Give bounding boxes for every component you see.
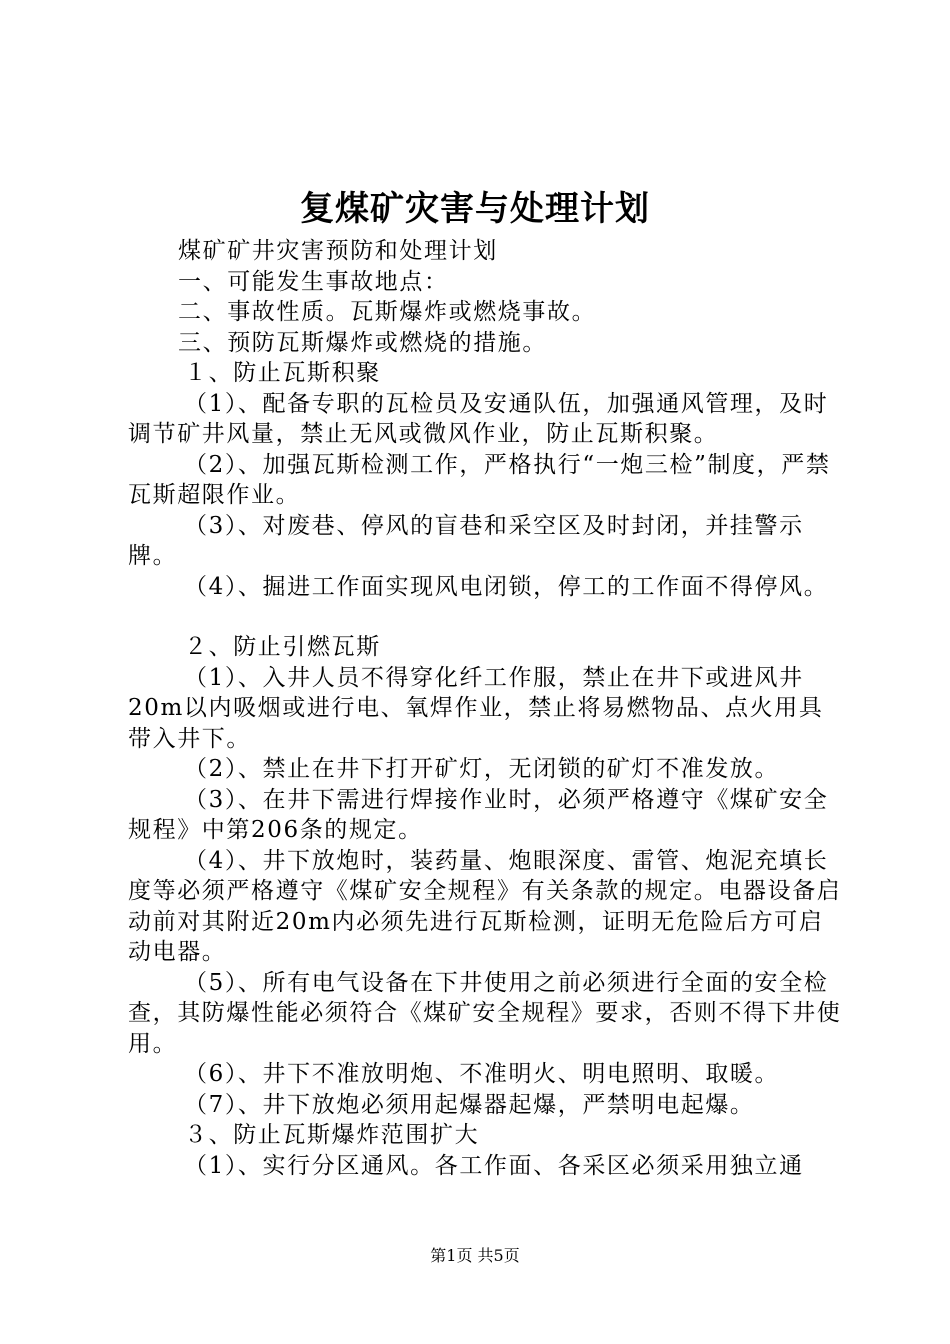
list-item: （1）、配备专职的瓦检员及安通队伍，加强通风管理，及时调节矿井风量，禁止无风或微风作业，防止瓦斯积聚。 xyxy=(128,390,829,447)
list-item: （5）、所有电气设备在下井使用之前必须进行全面的安全检查，其防爆性能必须符合《煤矿安全规程》要求，否则不得下井使用。 xyxy=(128,969,842,1057)
blank-line xyxy=(128,602,848,632)
document-title: 复煤矿灾害与处理计划 xyxy=(300,189,650,229)
paragraph-section-2: 二、事故性质。瓦斯爆炸或燃烧事故。 xyxy=(178,299,597,325)
paragraph-section-3: 三、预防瓦斯爆炸或燃烧的措施。 xyxy=(178,329,547,356)
list-item: （6）、井下不准放明炮、不准明火、明电照明、取暖。 xyxy=(184,1061,780,1087)
list-item: （2）、禁止在井下打开矿灯，无闭锁的矿灯不准发放。 xyxy=(184,756,780,782)
list-item: （4）、井下放炮时，装药量、炮眼深度、雷管、炮泥充填长度等必须严格遵守《煤矿安全规程》有关条款的规定。电器设备启动前对其附近20m内必须先进行瓦斯检测，证明无危险后方可启动电器。 xyxy=(128,847,842,965)
list-item: （4）、掘进工作面实现风电闭锁，停工的工作面不得停风。 xyxy=(184,573,829,600)
paragraph-section-1: 一、可能发生事故地点： xyxy=(178,268,449,295)
list-item: （1）、实行分区通风。各工作面、各采区必须采用独立通 xyxy=(184,1152,804,1179)
document-body xyxy=(128,236,848,1181)
list-item: （7）、井下放炮必须用起爆器起爆，严禁明电起爆。 xyxy=(184,1091,755,1118)
list-item: （3）、在井下需进行焊接作业时，必须严格遵守《煤矿安全规程》中第206条的规定。 xyxy=(128,786,829,843)
subheading-3: ３、防止瓦斯爆炸范围扩大 xyxy=(184,1122,480,1148)
paragraph-plan-name: 煤矿矿井灾害预防和处理计划 xyxy=(178,238,498,264)
list-item: （2）、加强瓦斯检测工作，严格执行“一炮三检”制度，严禁瓦斯超限作业。 xyxy=(128,451,831,508)
page-footer: 第1页 共5页 xyxy=(430,1246,520,1265)
subheading-1: １、防止瓦斯积聚 xyxy=(184,360,381,386)
list-item: （1）、入井人员不得穿化纤工作服，禁止在井下或进风井20m以内吸烟或进行电、氧焊作业，禁止将易燃物品、点火用具带入井下。 xyxy=(128,664,824,752)
list-item: （3）、对废巷、停风的盲巷和采空区及时封闭，并挂警示牌。 xyxy=(128,512,804,569)
subheading-2: ２、防止引燃瓦斯 xyxy=(184,634,381,660)
